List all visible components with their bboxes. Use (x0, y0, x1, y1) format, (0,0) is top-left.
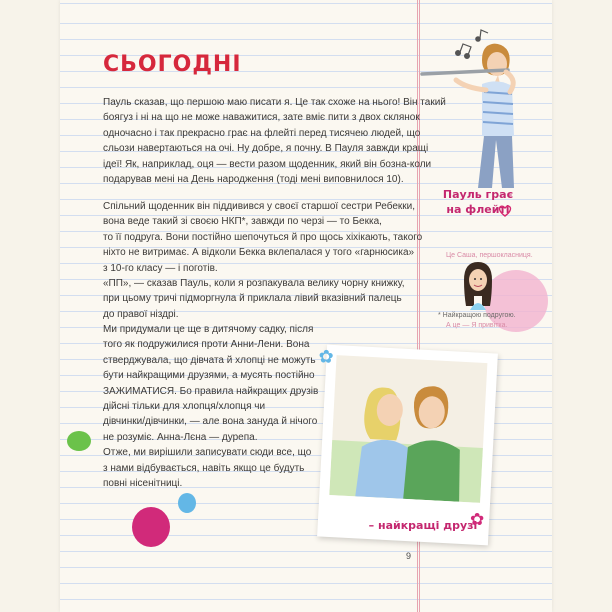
aside-note: А це — Я привітка. (446, 322, 508, 329)
sasha-note: Це Саша, першокласниця. (446, 252, 533, 259)
paragraph-line: Ми придумали це ще в дитячому садку, після (103, 324, 314, 335)
paragraph-line: не розуміє. Анна-Лєна — дурепа. (103, 431, 258, 443)
best-friends-illustration (329, 355, 487, 503)
footnote: * Найкращою подругою. (438, 312, 516, 319)
paragraph-line: Спільний щоденник він піддивився у своєї старшої сестри Ребекки, (103, 201, 416, 212)
photo-image-area (329, 355, 487, 503)
paragraph-line: бути найкращими друзями, а мусять постійно (103, 370, 315, 382)
paragraph-line: при цьому тричі підморгнула й приклала лівий вказівний палець (103, 293, 402, 305)
pink-splash (132, 507, 170, 547)
flute-boy-illustration (412, 20, 532, 190)
flute-caption (428, 187, 528, 217)
caption-line: на флейті (446, 203, 510, 216)
paragraph-line: то її подруга. Вони постійно шепочуться й про щось хіхікають, такого (103, 231, 423, 243)
paragraph-line: сльози навертаються на очі. Ну добре, я почну. В Пауля завжди кращі (103, 143, 429, 155)
green-splash (67, 431, 91, 451)
blue-splash (178, 493, 196, 513)
paragraph-line: дійсні тільки для хлопця/хлопця чи (103, 401, 266, 413)
paragraph-line: Отже, ми вирішили записувати сюди все, що (103, 447, 312, 459)
pink-flower-icon: ✿ (470, 510, 485, 530)
paragraph-line: ЗАЖИМАТИСЯ. Бо правила найкращих друзів (103, 385, 319, 397)
paragraph-4 (103, 322, 318, 491)
girl-portrait-illustration (458, 258, 498, 310)
paragraph-line: стверджувала, що дівчата й хлопці не можуть (103, 354, 316, 366)
paragraph-line: вона веде такий зі своєю НКП*, завжди по черзі — то Бекка, (103, 216, 382, 228)
paragraph-line: Пауль сказав, що першою маю писати я. Це так схоже на нього! Він такий (103, 97, 446, 108)
paragraph-line: повні нісенітниці. (103, 478, 183, 490)
paragraph-line: до правої ніздрі. (103, 308, 179, 320)
flower-icon: ✿ (317, 346, 335, 368)
paragraph-3 (103, 276, 405, 322)
paragraph-line: ідеї! Як, наприклад, оця — вести разом щоденник, який він бозна-коли (103, 158, 432, 170)
paragraph-line: подарував мені на День народження (тоді мені виповнилося 10). (103, 174, 404, 186)
page-title: СЬОГОДНІ (103, 52, 242, 77)
heart-icon (498, 205, 512, 217)
paragraph-line: з нами відбувається, навіть якщо це будуть (103, 462, 305, 474)
paragraph-line: боягуз і ні на що не може наважитися, зате вміє пити з двох склянок (103, 112, 420, 124)
photo-caption: – найкращі друзі (368, 519, 478, 532)
paragraph-line: того як подружилися проти Анни-Лени. Вона (103, 339, 310, 351)
paragraph-line: «ПП», — сказав Пауль, коли я розпакувала велику чорну книжку, (103, 278, 405, 289)
paragraph-line: ніхто не витримає. А відколи Бекка вклепалася у того «гарнюсика» (103, 247, 415, 259)
paragraph-2 (103, 199, 422, 276)
paragraph-line: дівчинки/дівчинки, — але вона зануда й нічого (103, 416, 318, 428)
paragraph-1 (103, 95, 446, 187)
paragraph-line: одночасно і так прекрасно грає на флейті перед тисячею людей, що (103, 127, 421, 139)
paragraph-line: з 10-го класу — і поготів. (103, 262, 218, 274)
caption-line: Пауль грає (442, 188, 514, 201)
page-number: 9 (406, 551, 412, 561)
